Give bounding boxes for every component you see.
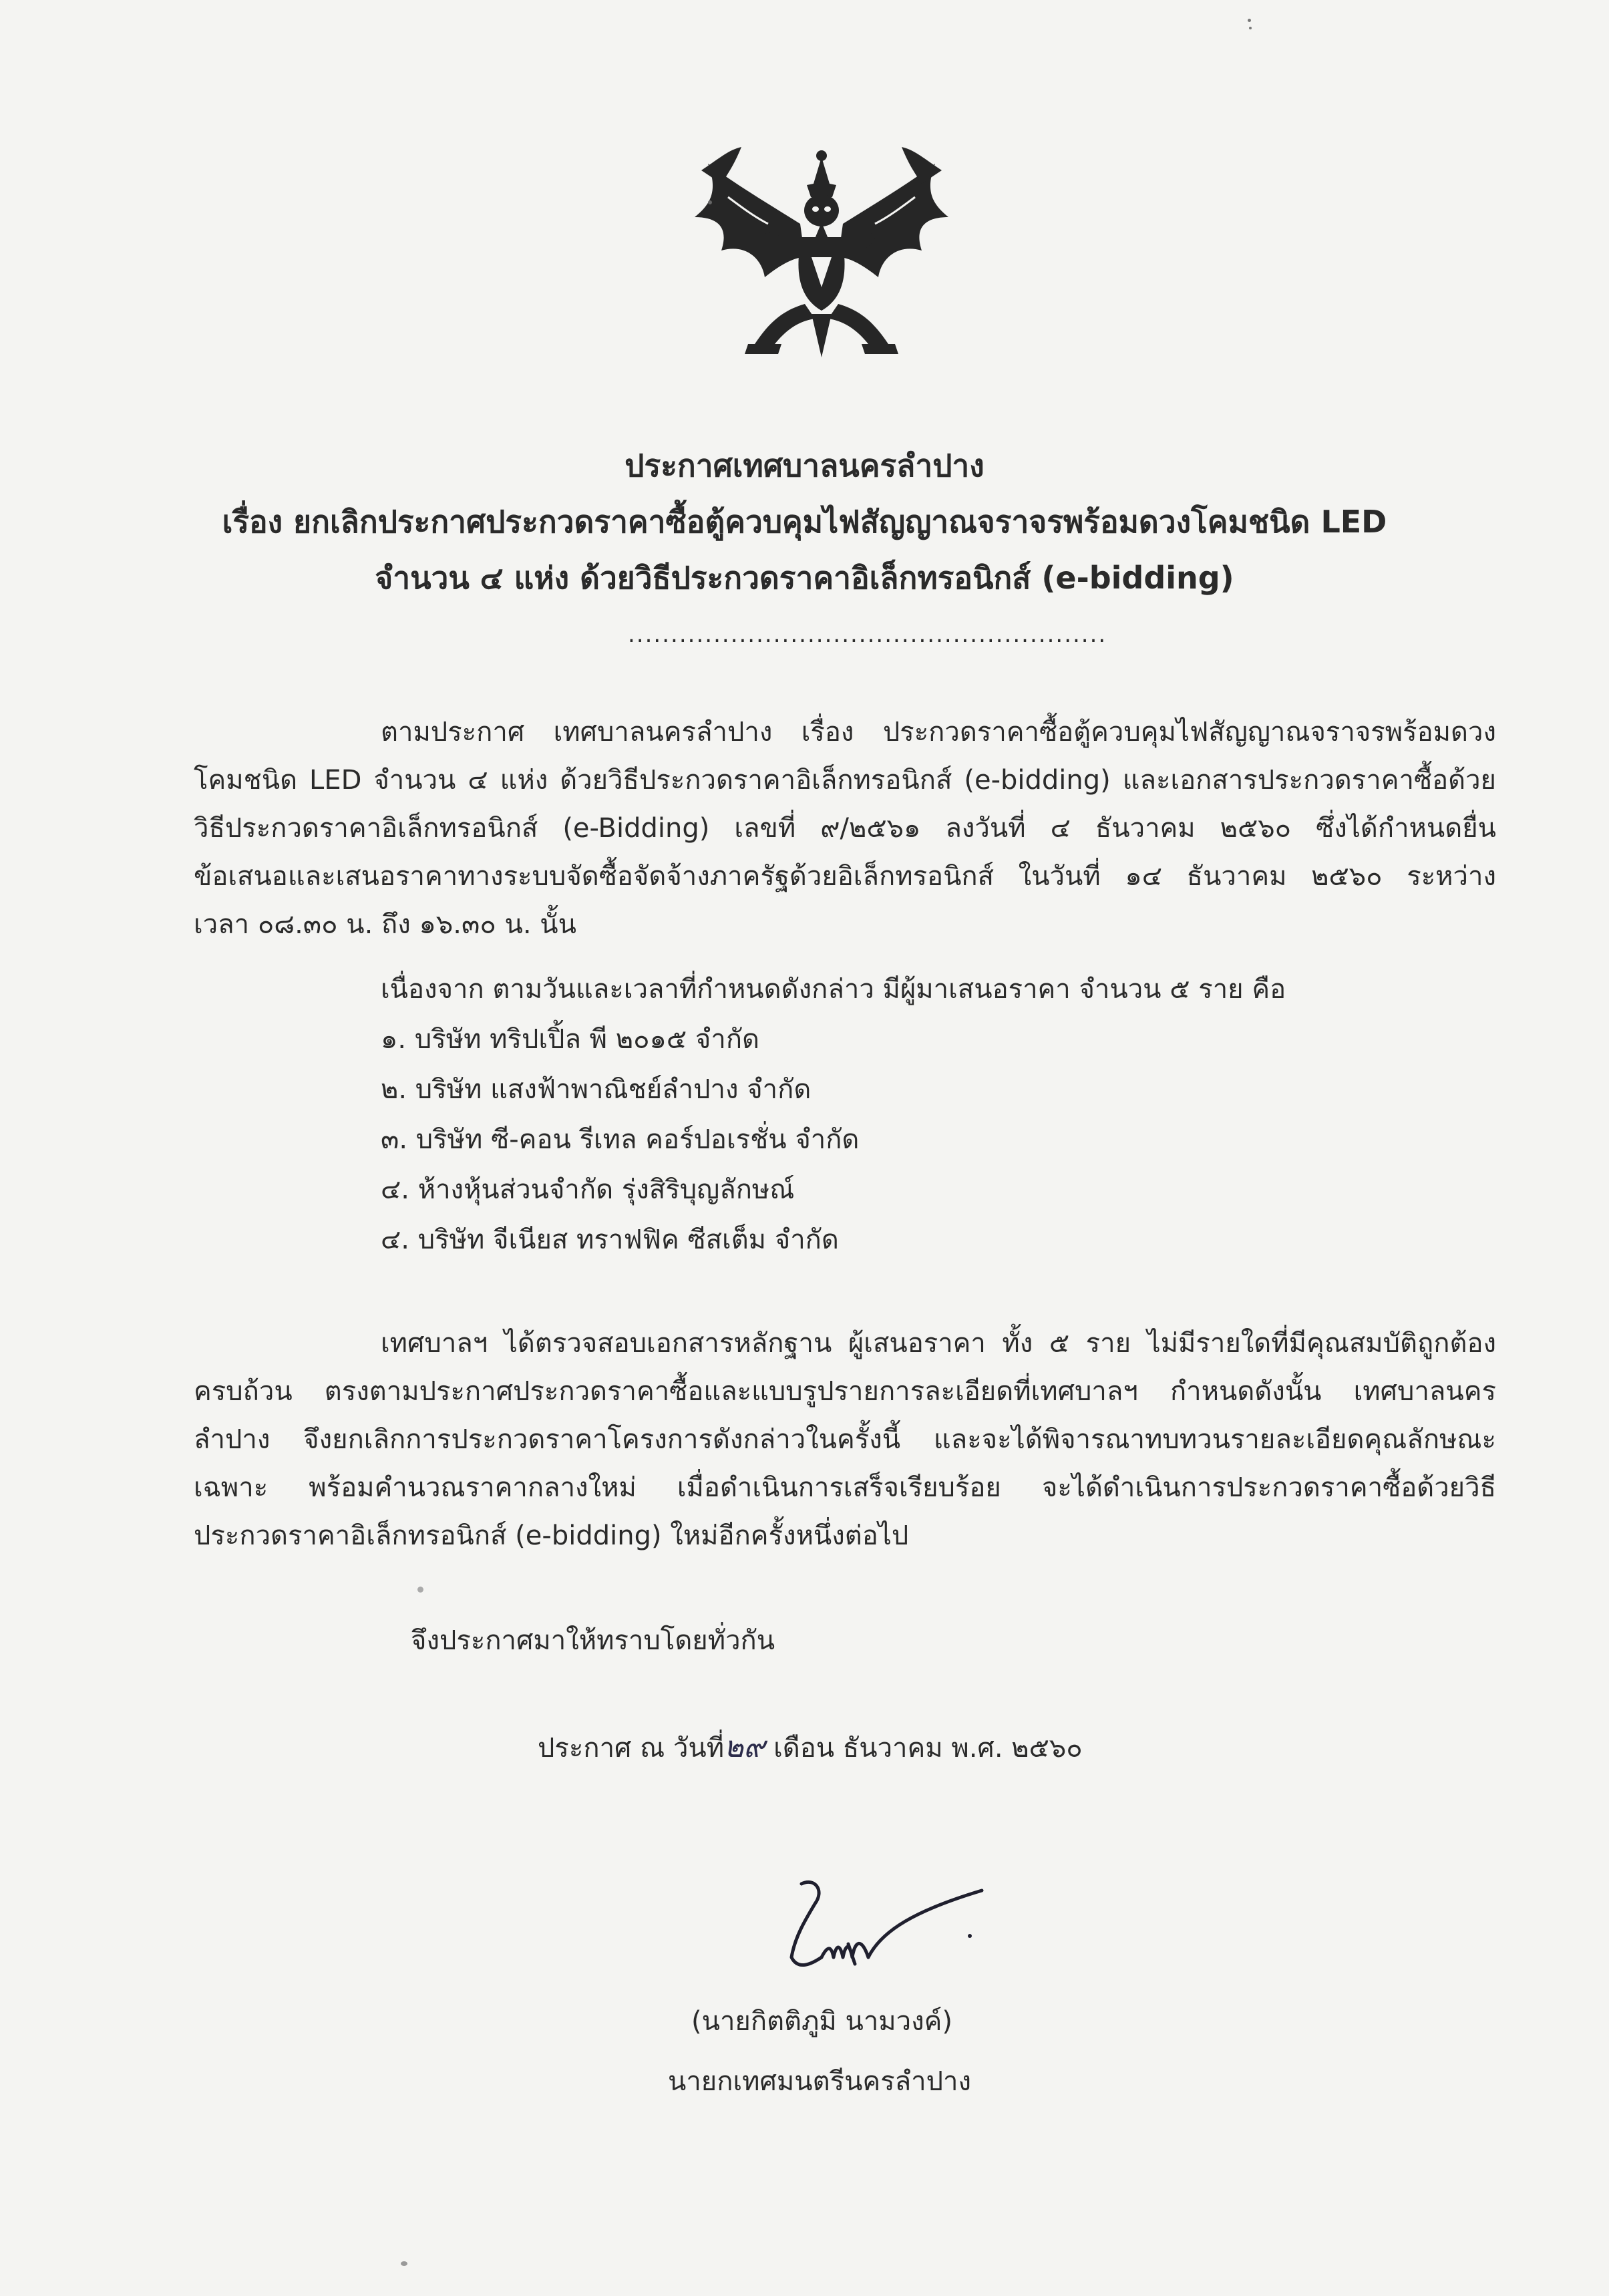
scan-speck <box>708 200 712 204</box>
paragraph-1 <box>194 708 1496 949</box>
paragraph-1-line: ตามประกาศ เทศบาลนครลำปาง เรื่อง ประกวดราคาซื้อตู้ควบคุมไฟสัญญาณจราจรพร้อมดวง <box>381 717 1496 748</box>
bidder-item: ๒. บริษัท แสงฟ้าพาณิชย์ลำปาง จำกัด <box>381 1074 812 1105</box>
title-block <box>0 438 1609 606</box>
signatory-position: นายกเทศมนตรีนครลำปาง <box>668 2066 972 2097</box>
scan-speck <box>417 1587 423 1593</box>
paragraph-2-line: ประกวดราคาอิเล็กทรอนิกส์ (e-bidding) ใหม่อีกครั้งหนึ่งต่อไป <box>194 1520 909 1551</box>
date-prefix: ประกาศ ณ วันที่ <box>538 1733 725 1764</box>
paragraph-1-line: วิธีประกวดราคาอิเล็กทรอนิกส์ (e-Bidding) เลขที่ ๙/๒๕๖๑ ลงวันที่ ๔ ธันวาคม ๒๕๖๐ ซึ่งได้กำหนดยื่น <box>194 813 1496 844</box>
paragraph-2 <box>194 1319 1496 1560</box>
separator-dots: ........................................................ <box>628 621 1107 648</box>
paragraph-2-line: เฉพาะ พร้อมคำนวณราคากลางใหม่ เมื่อดำเนินการเสร็จเรียบร้อย จะได้ดำเนินการประกวดราคาซื้อด้วยวิธี <box>194 1472 1496 1503</box>
paragraph-1-line: โคมชนิด LED จำนวน ๔ แห่ง ด้วยวิธีประกวดราคาอิเล็กทรอนิกส์ (e-bidding) และเอกสารประกวดราคาซื้อด้วย <box>194 765 1496 796</box>
signatory-name: (นายกิตติภูมิ นามวงค์) <box>691 2006 952 2037</box>
scan-speck <box>1249 27 1252 29</box>
closing-statement: จึงประกาศมาให้ทราบโดยทั่วกัน <box>411 1625 775 1656</box>
paragraph-2-line: ครบถ้วน ตรงตามประกาศประกวดราคาซื้อและแบบรูปรายการละเอียดที่เทศบาลฯ กำหนดดังนั้น เทศบาลนคร <box>194 1376 1496 1407</box>
title-line-2: เรื่อง ยกเลิกประกาศประกวดราคาซื้อตู้ควบคุมไฟสัญญาณจราจรพร้อมดวงโคมชนิด LED <box>222 504 1387 540</box>
bidders-intro: เนื่องจาก ตามวันและเวลาที่กำหนดดังกล่าว มีผู้มาเสนอราคา จำนวน ๕ ราย คือ <box>381 974 1286 1005</box>
paragraph-2-line: ลำปาง จึงยกเลิกการประกวดราคาโครงการดังกล่าวในครั้งนี้ และจะได้พิจารณาทบทวนรายละเอียดคุณลักษณะ <box>194 1424 1496 1455</box>
paragraph-1-line: เวลา ๐๘.๓๐ น. ถึง ๑๖.๓๐ น. นั้น <box>194 909 576 940</box>
announce-date <box>538 1724 1083 1772</box>
bidder-item: ๔. ห้างหุ้นส่วนจำกัด รุ่งสิริบุญลักษณ์ <box>381 1174 795 1205</box>
date-day-handwritten: ๒๙ <box>724 1730 765 1764</box>
bidder-item: ๓. บริษัท ซี-คอน รีเทล คอร์ปอเรชั่น จำกัด <box>381 1124 860 1155</box>
bidder-item: ๑. บริษัท ทริปเปิ้ล พี ๒๐๑๕ จำกัด <box>381 1024 760 1055</box>
handwritten-signature-icon <box>761 1864 1002 2011</box>
title-line-3: จำนวน ๔ แห่ง ด้วยวิธีประกวดราคาอิเล็กทรอนิกส์ (e-bidding) <box>375 560 1234 596</box>
date-suffix: เดือน ธันวาคม พ.ศ. ๒๕๖๐ <box>773 1733 1083 1764</box>
paragraph-1-line: ข้อเสนอและเสนอราคาทางระบบจัดซื้อจัดจ้างภาครัฐด้วยอิเล็กทรอนิกส์ ในวันที่ ๑๔ ธันวาคม ๒๕๖๐ ระหว่าง <box>194 861 1496 892</box>
title-line-1: ประกาศเทศบาลนครลำปาง <box>624 448 985 484</box>
scan-speck <box>401 2261 407 2266</box>
paragraph-2-line: เทศบาลฯ ได้ตรวจสอบเอกสารหลักฐาน ผู้เสนอราคา ทั้ง ๕ ราย ไม่มีรายใดที่มีคุณสมบัติถูกต้อง <box>381 1328 1496 1359</box>
scan-speck <box>1248 19 1251 22</box>
bidder-item: ๔. บริษัท จีเนียส ทราฟฟิค ซีสเต็ม จำกัด <box>381 1224 839 1255</box>
garuda-emblem-icon <box>681 144 962 364</box>
